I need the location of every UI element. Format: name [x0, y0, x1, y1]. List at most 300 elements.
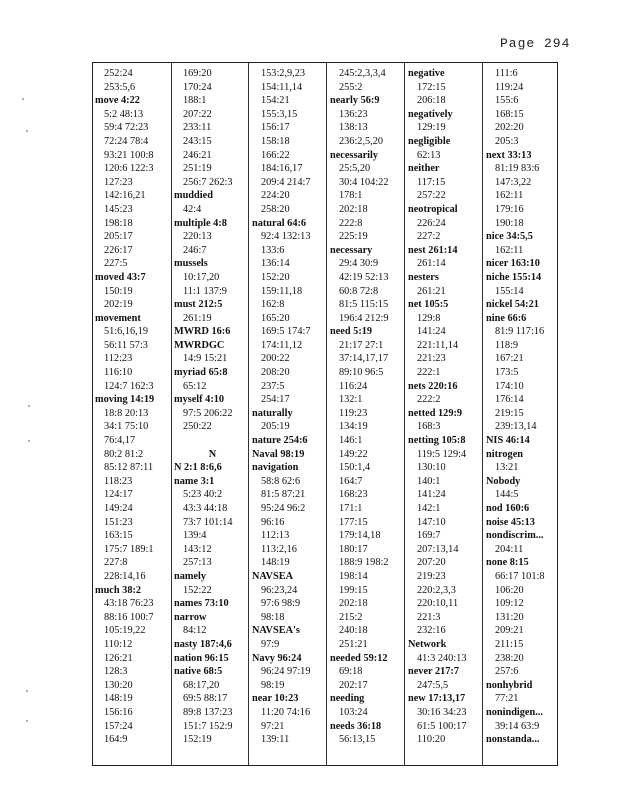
index-reference: 227:2	[417, 231, 441, 243]
index-reference: 150:1,4	[339, 462, 371, 474]
index-reference: 30:4 104:22	[339, 176, 389, 188]
index-reference: 251:21	[339, 638, 368, 650]
index-reference: 239:13,14	[495, 421, 537, 433]
index-reference: 204:11	[495, 543, 524, 555]
index-reference: 42:4	[183, 203, 202, 215]
index-reference: 133:6	[261, 244, 285, 256]
index-reference: 205:17	[104, 231, 133, 243]
index-reference: 158:18	[261, 135, 290, 147]
index-reference: 117:15	[417, 176, 446, 188]
index-term: nonhybrid	[486, 679, 533, 691]
index-reference: 202:18	[339, 598, 368, 610]
index-term: necessary	[330, 244, 373, 256]
index-term: NIS 46:14	[486, 435, 530, 447]
index-reference: 69:5 88:17	[183, 693, 228, 705]
index-reference: 111:6	[495, 68, 518, 79]
index-reference: 236:2,5,20	[339, 135, 384, 147]
index-reference: 154:21	[261, 95, 290, 107]
index-reference: 150:19	[104, 285, 133, 297]
index-reference: 180:17	[339, 543, 368, 555]
index-reference: 96:24 97:19	[261, 666, 311, 678]
index-reference: 256:7 262:3	[183, 176, 233, 188]
index-term: nickel 54:21	[486, 299, 539, 311]
index-reference: 261:19	[183, 312, 212, 324]
index-term: NAVSEA	[252, 570, 294, 582]
index-reference: 188:1	[183, 95, 207, 107]
index-reference: 209:21	[495, 625, 524, 637]
index-reference: 37:14,17,17	[339, 353, 389, 365]
index-reference: 205:3	[495, 135, 519, 147]
index-reference: 252:24	[104, 68, 133, 79]
index-reference: 124:7 162:3	[104, 380, 154, 392]
index-reference: 168:3	[417, 421, 441, 433]
index-reference: 68:17,20	[183, 679, 220, 691]
scan-speck	[26, 690, 28, 692]
index-reference: 92:4 132:13	[261, 231, 311, 243]
index-term: nitrogen	[486, 448, 523, 460]
index-reference: 5:23 40:2	[183, 489, 223, 501]
index-term: needed 59:12	[330, 652, 388, 664]
index-term: neither	[408, 163, 440, 175]
index-reference: 167:21	[495, 353, 524, 365]
index-reference: 246:7	[183, 244, 207, 256]
index-term: netting 105:8	[408, 435, 466, 447]
index-term: names 73:10	[174, 598, 229, 610]
index-reference: 226:24	[417, 217, 446, 229]
index-reference: 200:22	[261, 353, 290, 365]
index-term: niche 155:14	[486, 271, 542, 283]
index-term: negatively	[408, 108, 453, 120]
index-reference: 97:9	[261, 638, 280, 650]
index-reference: 206:18	[417, 95, 446, 107]
section-letter: N	[208, 448, 217, 460]
index-term: nicer 163:10	[486, 258, 540, 270]
index-reference: 119:5 129:4	[417, 448, 467, 460]
index-term: Network	[408, 638, 447, 650]
index-reference: 237:5	[261, 380, 285, 392]
index-reference: 85:12 87:11	[104, 462, 154, 474]
index-reference: 225:19	[339, 231, 368, 243]
index-term: nondiscrim...	[486, 530, 544, 542]
index-reference: 162:11	[495, 244, 524, 256]
index-reference: 139:4	[183, 530, 207, 542]
index-reference: 97:5 206:22	[183, 407, 233, 419]
index-reference: 51:6,16,19	[104, 326, 149, 338]
index-reference: 257:13	[183, 557, 212, 569]
index-reference: 207:13,14	[417, 543, 459, 555]
index-reference: 162:8	[261, 299, 285, 311]
index-reference: 221:23	[417, 353, 446, 365]
index-reference: 34:1 75:10	[104, 421, 149, 433]
index-reference: 169:5 174:7	[261, 326, 311, 338]
index-reference: 62:13	[417, 149, 441, 161]
index-term: neotropical	[408, 203, 458, 215]
index-term: need 5:19	[330, 326, 373, 338]
index-reference: 149:24	[104, 503, 133, 514]
index-term: none 8:15	[486, 557, 529, 569]
index-term: nets 220:16	[408, 380, 458, 392]
index-term: nature 254:6	[252, 435, 308, 447]
index-reference: 84:12	[183, 625, 207, 637]
index-reference: 155:3,15	[261, 108, 298, 120]
index-reference: 138:13	[339, 122, 368, 134]
index-reference: 257:22	[417, 190, 446, 202]
index-reference: 65:12	[183, 380, 207, 392]
scan-speck	[28, 440, 30, 442]
index-term: natural 64:6	[252, 217, 307, 229]
index-reference: 120:6 122:3	[104, 163, 154, 175]
index-reference: 130:10	[417, 462, 446, 474]
index-reference: 151:23	[104, 516, 133, 528]
index-reference: 96:16	[261, 516, 285, 528]
index-term: next 33:13	[486, 149, 532, 161]
index-reference: 140:1	[417, 475, 441, 487]
index-column-2	[174, 67, 251, 747]
index-reference: 224:20	[261, 190, 290, 202]
index-term: navigation	[252, 462, 299, 474]
index-reference: 228:14,16	[104, 570, 146, 582]
index-reference: 164:9	[104, 734, 128, 746]
index-term: namely	[174, 570, 207, 582]
index-reference: 106:20	[495, 584, 524, 596]
index-reference: 157:24	[104, 720, 133, 732]
scan-speck	[26, 720, 28, 722]
index-reference: 152:19	[183, 734, 212, 746]
index-term: multiple 4:8	[174, 217, 227, 229]
index-term: near 10:23	[252, 693, 299, 705]
index-term: nonindigen...	[486, 706, 543, 718]
index-reference: 202:20	[495, 122, 524, 134]
index-reference: 131:20	[495, 611, 524, 623]
index-reference: 154:11,14	[261, 81, 303, 93]
index-reference: 202:17	[339, 679, 368, 691]
index-column-3	[252, 67, 329, 747]
index-reference: 156:16	[104, 706, 133, 718]
index-reference: 159:11,18	[261, 285, 303, 297]
index-reference: 240:18	[339, 625, 368, 637]
index-reference: 14:9 15:21	[183, 353, 228, 365]
index-term: MWRDGC	[174, 339, 225, 351]
index-term: mussels	[174, 258, 208, 270]
index-reference: 144:5	[495, 489, 519, 501]
index-term: nonstanda...	[486, 734, 540, 746]
index-reference: 168:15	[495, 108, 524, 120]
index-reference: 116:24	[339, 380, 368, 392]
index-reference: 226:17	[104, 244, 133, 256]
index-reference: 245:2,3,3,4	[339, 68, 386, 79]
index-reference: 148:19	[261, 557, 290, 569]
index-reference: 198:18	[104, 217, 133, 229]
index-reference: 80:2 81:2	[104, 448, 144, 460]
index-term: myself 4:10	[174, 394, 225, 406]
index-reference: 220:13	[183, 231, 212, 243]
index-reference: 163:15	[104, 530, 133, 542]
index-reference: 168:23	[339, 489, 368, 501]
index-reference: 112:13	[261, 530, 290, 542]
index-term: movement	[95, 312, 141, 324]
index-term: nod 160:6	[486, 503, 530, 514]
index-reference: 72:24 78:4	[104, 135, 149, 147]
index-reference: 43:18 76:23	[104, 598, 154, 610]
index-reference: 103:24	[339, 706, 368, 718]
index-reference: 134:19	[339, 421, 368, 433]
index-term: nasty 187:4,6	[174, 638, 232, 650]
index-reference: 152:20	[261, 271, 290, 283]
index-term: narrow	[174, 611, 207, 623]
index-reference: 165:20	[261, 312, 290, 324]
index-column-1	[95, 67, 172, 747]
index-reference: 156:17	[261, 122, 290, 134]
index-term: move 4:22	[95, 95, 140, 107]
index-reference: 124:17	[104, 489, 133, 501]
index-term: MWRD 16:6	[174, 326, 231, 338]
index-reference: 136:14	[261, 258, 290, 270]
index-term: nest 261:14	[408, 244, 458, 256]
index-reference: 10:17,20	[183, 271, 220, 283]
index-reference: 142:1	[417, 503, 441, 514]
index-term: Navy 96:24	[252, 652, 302, 664]
index-reference: 246:21	[183, 149, 212, 161]
index-reference: 208:20	[261, 367, 290, 379]
index-term: negative	[408, 68, 445, 79]
index-term: moving 14:19	[95, 394, 155, 406]
index-reference: 132:1	[339, 394, 363, 406]
index-reference: 81:5 87:21	[261, 489, 306, 501]
index-term: never 217:7	[408, 666, 459, 678]
index-reference: 179:14,18	[339, 530, 381, 542]
index-term: nine 66:6	[486, 312, 527, 324]
index-term: much 38:2	[95, 584, 142, 596]
index-reference: 162:11	[495, 190, 524, 202]
index-reference: 147:10	[417, 516, 446, 528]
index-reference: 98:19	[261, 679, 285, 691]
index-reference: 11:20 74:16	[261, 706, 311, 718]
index-term: myriad 65:8	[174, 367, 228, 379]
index-table	[92, 62, 558, 766]
index-column-5	[408, 67, 485, 747]
index-reference: 81:9 117:16	[495, 326, 545, 338]
index-reference: 142:16,21	[104, 190, 146, 202]
index-reference: 219:15	[495, 407, 524, 419]
index-reference: 110:20	[417, 734, 446, 746]
index-term: net 105:5	[408, 299, 449, 311]
index-reference: 227:8	[104, 557, 128, 569]
index-reference: 25:5,20	[339, 163, 371, 175]
index-reference: 139:11	[261, 734, 290, 746]
index-reference: 98:18	[261, 611, 285, 623]
index-reference: 119:23	[339, 407, 368, 419]
index-reference: 205:19	[261, 421, 290, 433]
index-reference: 220:2,3,3	[417, 584, 456, 596]
index-reference: 222:8	[339, 217, 363, 229]
index-term: muddied	[174, 190, 213, 202]
index-reference: 233:11	[183, 122, 212, 134]
index-term: new 17:13,17	[408, 693, 466, 705]
index-reference: 136:23	[339, 108, 368, 120]
index-reference: 127:23	[104, 176, 133, 188]
index-reference: 261:14	[417, 258, 446, 270]
index-reference: 169:7	[417, 530, 441, 542]
index-reference: 118:9	[495, 339, 519, 351]
index-reference: 169:20	[183, 68, 212, 79]
index-term: must 212:5	[174, 299, 223, 311]
index-term: moved 43:7	[95, 271, 146, 283]
index-reference: 141:24	[417, 489, 446, 501]
index-term: necessarily	[330, 149, 379, 161]
index-term: naturally	[252, 407, 293, 419]
index-reference: 129:8	[417, 312, 441, 324]
index-reference: 119:24	[495, 81, 524, 93]
index-reference: 89:8 137:23	[183, 706, 233, 718]
index-reference: 222:2	[417, 394, 441, 406]
index-reference: 130:20	[104, 679, 133, 691]
index-reference: 30:16 34:23	[417, 706, 467, 718]
index-reference: 97:21	[261, 720, 285, 732]
index-term: name 3:1	[174, 475, 215, 487]
index-reference: 81:5 115:15	[339, 299, 389, 311]
index-reference: 173:5	[495, 367, 519, 379]
index-reference: 56:11 57:3	[104, 339, 148, 351]
index-reference: 254:17	[261, 394, 290, 406]
index-reference: 96:23,24	[261, 584, 298, 596]
index-term: Nobody	[486, 475, 521, 487]
index-reference: 253:5,6	[104, 81, 136, 93]
index-reference: 171:1	[339, 503, 363, 514]
index-reference: 112:23	[104, 353, 133, 365]
index-reference: 215:2	[339, 611, 363, 623]
index-term: N 2:1 8:6,6	[174, 462, 222, 474]
index-term: nearly 56:9	[330, 95, 380, 107]
index-reference: 207:22	[183, 108, 212, 120]
index-reference: 118:23	[104, 475, 133, 487]
index-term: negligible	[408, 135, 451, 147]
index-reference: 209:4 214:7	[261, 176, 311, 188]
index-reference: 207:20	[417, 557, 446, 569]
index-reference: 196:4 212:9	[339, 312, 389, 324]
index-reference: 126:21	[104, 652, 133, 664]
index-reference: 238:20	[495, 652, 524, 664]
index-reference: 190:18	[495, 217, 524, 229]
index-reference: 89:10 96:5	[339, 367, 384, 379]
index-reference: 11:1 137:9	[183, 285, 227, 297]
index-reference: 148:19	[104, 693, 133, 705]
index-reference: 152:22	[183, 584, 212, 596]
index-reference: 58:8 62:6	[261, 475, 301, 487]
index-reference: 21:17 27:1	[339, 339, 384, 351]
index-reference: 147:3,22	[495, 176, 532, 188]
index-reference: 66:17 101:8	[495, 570, 545, 582]
index-reference: 69:18	[339, 666, 363, 678]
index-reference: 143:12	[183, 543, 212, 555]
index-column-4	[330, 67, 407, 747]
index-reference: 128:3	[104, 666, 128, 678]
index-reference: 149:22	[339, 448, 368, 460]
index-reference: 155:14	[495, 285, 524, 297]
index-reference: 172:15	[417, 81, 446, 93]
index-reference: 60:8 72:8	[339, 285, 379, 297]
index-term: Naval 98:19	[252, 448, 305, 460]
index-reference: 81:19 83:6	[495, 163, 540, 175]
index-reference: 257:6	[495, 666, 519, 678]
index-reference: 93:21 100:8	[104, 149, 154, 161]
index-reference: 109:12	[495, 598, 524, 610]
index-reference: 198:14	[339, 570, 368, 582]
index-reference: 176:14	[495, 394, 524, 406]
index-reference: 178:1	[339, 190, 363, 202]
index-reference: 61:5 100:17	[417, 720, 467, 732]
index-reference: 251:19	[183, 163, 212, 175]
index-reference: 220:10,11	[417, 598, 459, 610]
index-reference: 113:2,16	[261, 543, 297, 555]
index-reference: 219:23	[417, 570, 446, 582]
index-reference: 95:24 96:2	[261, 503, 306, 514]
index-reference: 247:5,5	[417, 679, 449, 691]
index-reference: 175:7 189:1	[104, 543, 154, 555]
index-reference: 56:13,15	[339, 734, 376, 746]
index-reference: 232:16	[417, 625, 446, 637]
index-reference: 188:9 198:2	[339, 557, 389, 569]
index-reference: 151:7 152:9	[183, 720, 233, 732]
index-reference: 76:4,17	[104, 435, 136, 447]
index-term: needing	[330, 693, 365, 705]
index-reference: 250:22	[183, 421, 212, 433]
index-reference: 29:4 30:9	[339, 258, 379, 270]
index-reference: 39:14 63:9	[495, 720, 540, 732]
index-reference	[174, 434, 251, 448]
index-reference: 243:15	[183, 135, 212, 147]
index-reference: 77:21	[495, 693, 519, 705]
index-reference: 116:10	[104, 367, 133, 379]
index-reference: 199:15	[339, 584, 368, 596]
index-column-6	[486, 67, 563, 747]
index-reference: 211:15	[495, 638, 524, 650]
index-reference: 129:19	[417, 122, 446, 134]
index-reference: 59:4 72:23	[104, 122, 149, 134]
index-reference: 177:15	[339, 516, 368, 528]
index-reference: 164:7	[339, 475, 363, 487]
index-reference: 155:6	[495, 95, 519, 107]
index-reference: 88:16 100:7	[104, 611, 154, 623]
index-term: nesters	[408, 271, 439, 283]
index-reference: 261:21	[417, 285, 446, 297]
index-reference: 170:24	[183, 81, 212, 93]
index-reference: 202:19	[104, 299, 133, 311]
scan-speck	[26, 130, 28, 132]
index-reference: 18:8 20:13	[104, 407, 149, 419]
index-reference: 174:10	[495, 380, 524, 392]
scan-speck	[28, 405, 30, 407]
scan-speck	[22, 98, 24, 100]
page-number: Page 294	[500, 36, 571, 51]
index-reference: 222:1	[417, 367, 441, 379]
index-reference: 13:21	[495, 462, 519, 474]
index-reference: 141:24	[417, 326, 446, 338]
index-reference: 179:16	[495, 203, 524, 215]
index-reference: 255:2	[339, 81, 363, 93]
index-term: netted 129:9	[408, 407, 463, 419]
index-reference: 227:5	[104, 258, 128, 270]
index-reference: 258:20	[261, 203, 290, 215]
index-reference: 145:23	[104, 203, 133, 215]
index-reference: 73:7 101:14	[183, 516, 233, 528]
index-reference: 202:18	[339, 203, 368, 215]
index-reference: 105:19,22	[104, 625, 146, 637]
index-reference: 184:16,17	[261, 163, 303, 175]
index-term: nice 34:5,5	[486, 231, 533, 243]
index-reference: 5:2 48:13	[104, 108, 144, 120]
index-reference: 146:1	[339, 435, 363, 447]
index-reference: 97:6 98:9	[261, 598, 301, 610]
